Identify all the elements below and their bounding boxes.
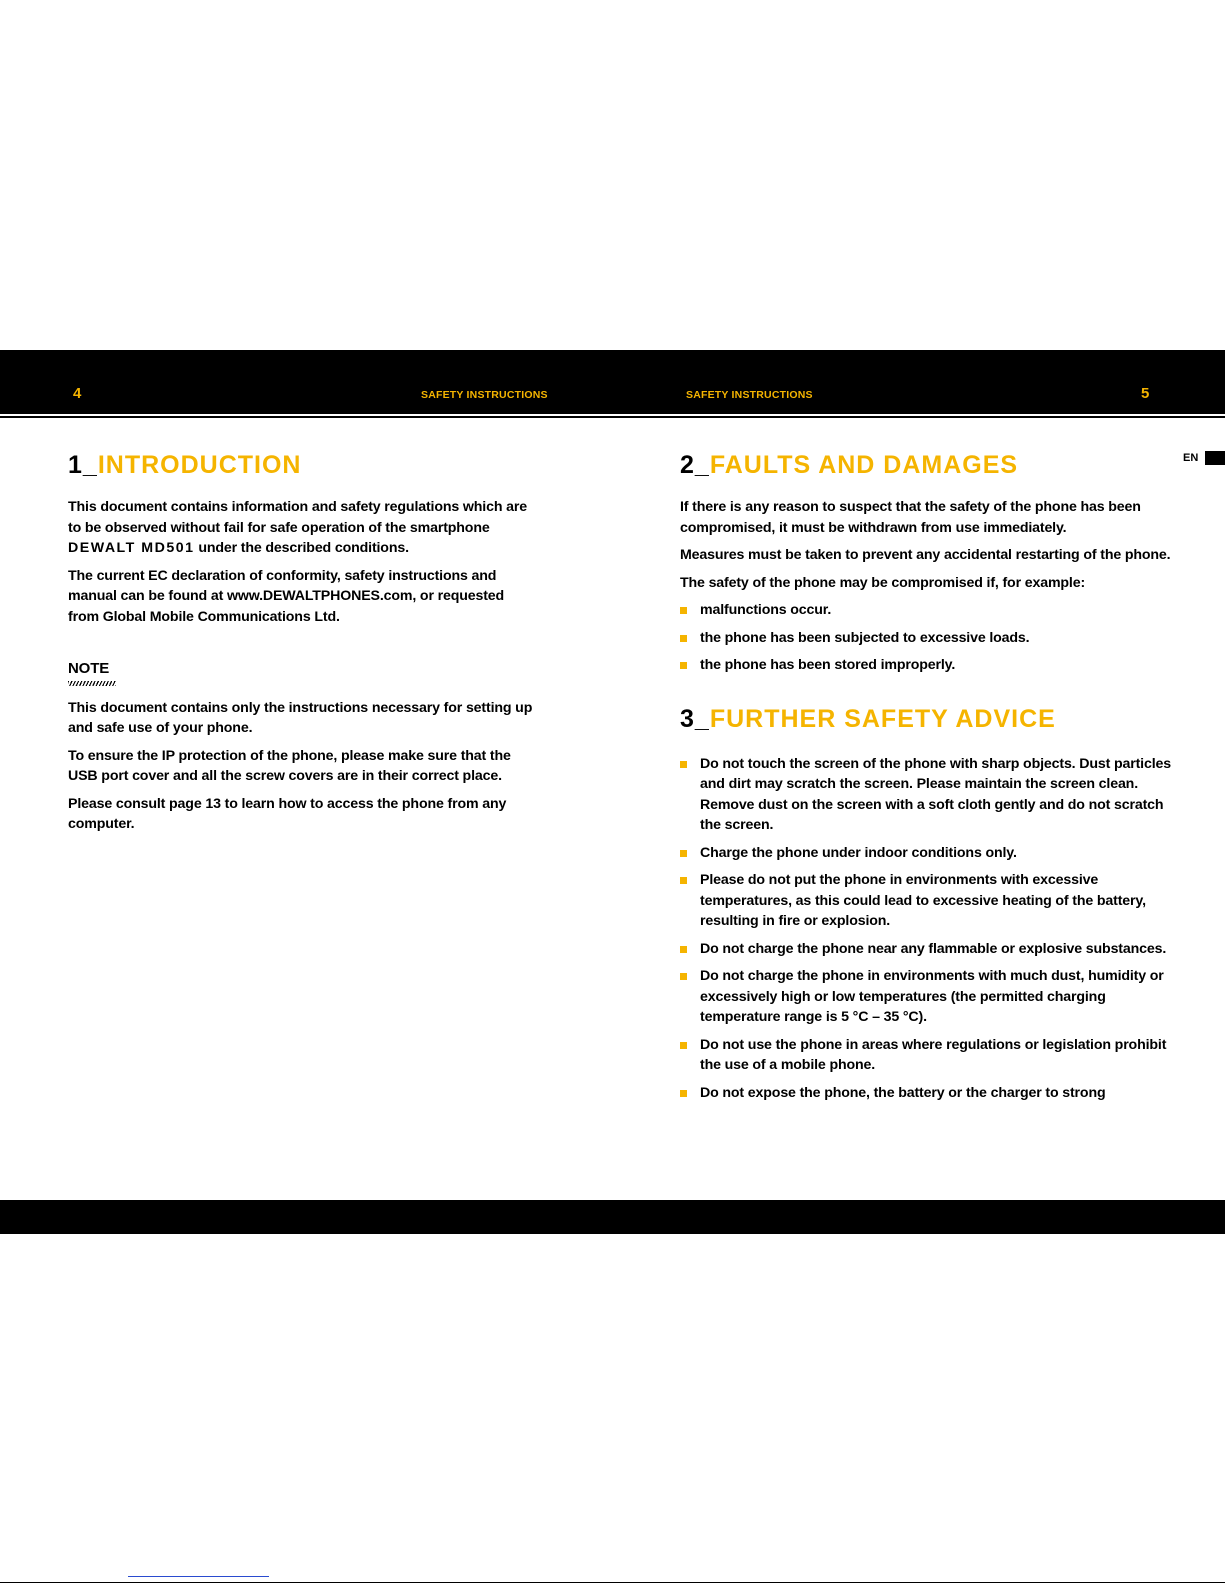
intro-text: , or requested from Global Mobile Communications Ltd. xyxy=(68,588,505,625)
list-item xyxy=(680,966,1180,1028)
section-heading-faults xyxy=(680,450,1180,480)
bullet-square-icon xyxy=(680,662,687,669)
section-separator: _ xyxy=(82,451,98,479)
header-bar xyxy=(0,350,1225,414)
faults-paragraph-3: The safety of the phone may be compromised if, for example: xyxy=(680,574,1086,591)
page-bottom-line xyxy=(0,1582,1225,1583)
list-item xyxy=(680,843,1180,864)
left-column xyxy=(68,450,538,842)
section-separator: _ xyxy=(694,451,710,479)
note-paragraph-2: To ensure the IP protection of the phone, please make sure that the USB port cover and all the screw covers are in their correct place. xyxy=(68,747,511,784)
list-item xyxy=(680,870,1180,932)
section-separator: _ xyxy=(694,704,710,733)
bullet-square-icon xyxy=(680,761,687,768)
list-item-text: the phone has been subjected to excessive loads. xyxy=(700,629,1030,646)
list-item xyxy=(680,628,1180,649)
section-heading-introduction xyxy=(68,450,538,480)
note-label: NOTE xyxy=(68,660,110,677)
list-item xyxy=(680,754,1180,836)
list-item-text: Do not charge the phone near any flammable or explosive substances. xyxy=(700,940,1167,957)
faults-paragraph-2: Measures must be taken to prevent any accidental restarting of the phone. xyxy=(680,547,1171,563)
footer-bar xyxy=(0,1200,1225,1234)
bullet-square-icon xyxy=(680,877,687,884)
section-number: 1 xyxy=(68,451,83,479)
right-running-title: SAFETY INSTRUCTIONS xyxy=(686,389,813,401)
list-item-text: Do not use the phone in areas where regulations or legislation prohibit the use of a mobile phone. xyxy=(700,1036,1167,1073)
note-paragraph-3: Please consult page 13 to learn how to access the phone from any computer. xyxy=(68,795,507,832)
bullet-square-icon xyxy=(680,973,687,980)
website-link[interactable]: www.DEWALTPHONES.com xyxy=(226,588,413,604)
list-item-text: Charge the phone under indoor conditions only. xyxy=(700,844,1017,861)
faults-bullet-list xyxy=(680,600,1180,676)
list-item-text: Do not expose the phone, the battery or the charger to strong xyxy=(700,1084,1106,1101)
list-item-text: the phone has been stored improperly. xyxy=(700,657,956,673)
list-item-text: malfunctions occur. xyxy=(700,602,832,618)
list-item xyxy=(680,1083,1180,1104)
right-page-number: 5 xyxy=(1141,385,1150,402)
intro-text: This document contains information and safety regulations which are to be observed without fail for safe operation of the smartphone xyxy=(68,499,527,536)
section-further-safety xyxy=(680,704,1180,1104)
section-title: INTRODUCTION xyxy=(97,451,302,479)
note-underline-hatch xyxy=(68,681,116,686)
bullet-square-icon xyxy=(680,850,687,857)
intro-text: The current EC declaration of conformity, safety instructions and manual can be found at xyxy=(68,567,497,604)
language-tab: EN xyxy=(1183,452,1199,464)
intro-paragraph-1 xyxy=(68,497,538,559)
intro-text: under the described conditions. xyxy=(194,540,409,556)
left-page-number: 4 xyxy=(73,385,82,402)
intro-paragraph-2 xyxy=(68,566,538,628)
bullet-square-icon xyxy=(680,1090,687,1097)
product-name: DEWALT MD501 xyxy=(68,540,195,556)
list-item-text: Do not charge the phone in environments with much dust, humidity or excessively high or low temperatures (the permitted charging temperature range is 5 °C – 35 °C). xyxy=(700,968,1164,1025)
header-rule xyxy=(0,416,1225,418)
bullet-square-icon xyxy=(680,946,687,953)
section-heading-further-safety xyxy=(680,704,1180,734)
list-item xyxy=(680,600,1180,621)
list-item-text: Please do not put the phone in environments with excessive temperatures, as this could lead to excessive heating of the battery, resulting in fire or explosion. xyxy=(700,872,1146,929)
hyperlink-underline[interactable] xyxy=(128,1576,269,1577)
list-item xyxy=(680,655,1180,676)
language-tab-marker xyxy=(1205,451,1225,465)
right-column xyxy=(680,450,1180,1110)
left-running-title: SAFETY INSTRUCTIONS xyxy=(421,389,548,401)
list-item-text: Do not touch the screen of the phone with sharp objects. Dust particles and dirt may scratch the screen. Please maintain the screen clean. Remove dust on the screen with a soft cloth gently and do not scratch the screen. xyxy=(700,755,1171,833)
list-item xyxy=(680,939,1180,960)
section-title: FAULTS AND DAMAGES xyxy=(709,451,1019,479)
bullet-square-icon xyxy=(680,1042,687,1049)
safety-bullet-list xyxy=(680,754,1180,1104)
bullet-square-icon xyxy=(680,635,687,642)
note-paragraph-1: This document contains only the instructions necessary for setting up and safe use of your phone. xyxy=(68,699,533,736)
section-number: 3 xyxy=(680,704,695,733)
list-item xyxy=(680,1035,1180,1076)
bullet-square-icon xyxy=(680,607,687,614)
faults-paragraph-1: If there is any reason to suspect that the safety of the phone has been compromised, it must be withdrawn from use immediately. xyxy=(680,499,1141,536)
section-title: FURTHER SAFETY ADVICE xyxy=(709,704,1056,733)
section-number: 2 xyxy=(680,451,695,479)
